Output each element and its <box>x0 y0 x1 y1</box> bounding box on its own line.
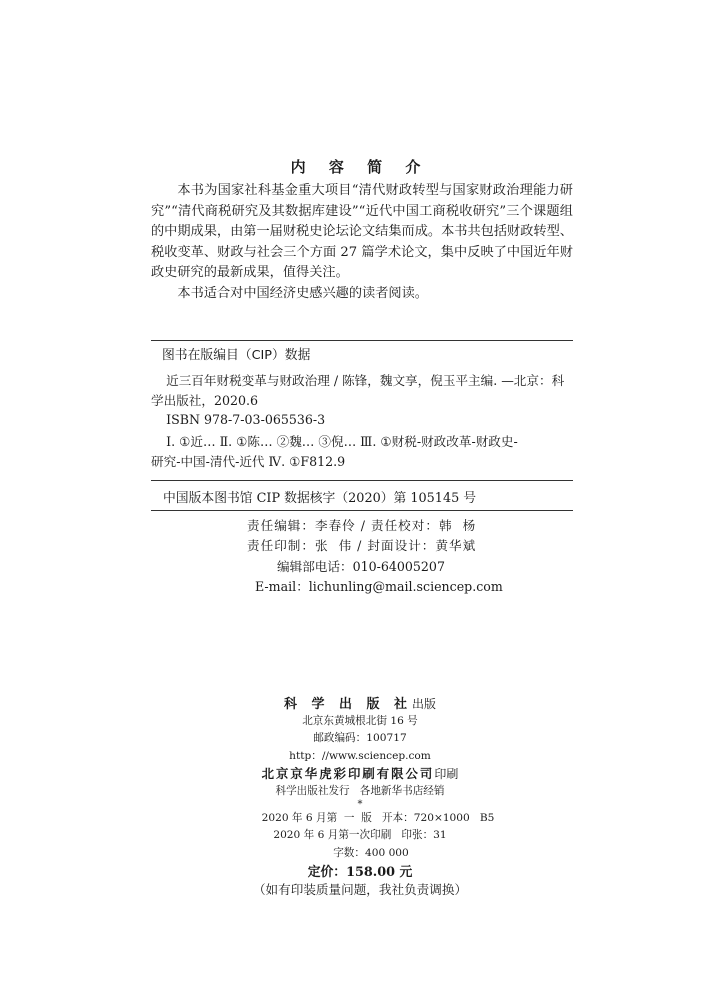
publisher-suffix: 出版 <box>412 697 437 711</box>
publisher-line <box>0 696 720 713</box>
divider <box>151 480 573 481</box>
cip-classification <box>151 432 573 471</box>
page-title: 内 容 简 介 <box>290 158 430 176</box>
cip-record-number: 中国版本图书馆 CIP 数据核字（2020）第 105145 号 <box>163 491 477 506</box>
editorial-email: E-mail：lichunling@mail.sciencep.com <box>255 579 503 595</box>
distribution-line: 科学出版社发行 各地新华书店经销 <box>275 785 445 798</box>
editor-credit-line: 责任印制：张 伟 / 封面设计：黄华斌 <box>247 538 477 554</box>
word-count: 字数：400 000 <box>333 846 409 859</box>
printing-line: 2020 年 6 月第一次印刷 印张：31 <box>273 829 447 842</box>
imprint-block <box>0 696 720 898</box>
editor-credit-line: 责任编辑：李春伶 / 责任校对：韩 杨 <box>247 518 477 533</box>
editorial-credits <box>247 516 507 598</box>
cip-heading: 图书在版编目（CIP）数据 <box>162 348 311 363</box>
publisher-address: 北京东黄城根北街 16 号 <box>302 715 418 728</box>
website: http：//www.sciencep.com <box>289 749 431 762</box>
summary-paragraph: 本书为国家社科基金重大项目“清代财政转型与国家财政治理能力研究”“清代商税研究及其数据库建设”“近代中国工商税收研究”三个课题组的中期成果，由第一届财税史论坛论文结集而成。本书共包括财政转型、税收变革、财政与社会三个方面 27 篇学术论文，集中反映了中国近年财政史研究的最新成果，值得关注。 <box>151 183 573 280</box>
separator-star: * <box>357 799 363 811</box>
summary-paragraph: 本书适合对中国经济史感兴趣的读者阅读。 <box>177 285 428 301</box>
price: 定价：158.00 元 <box>307 864 413 880</box>
editorial-phone: 编辑部电话：010-64005207 <box>277 558 445 574</box>
edition-line: 2020 年 6 月第 一 版 开本：720×1000 B5 <box>261 812 495 825</box>
summary-body <box>151 181 573 304</box>
divider <box>151 340 573 341</box>
printer-line <box>0 765 720 783</box>
isbn: ISBN 978-7-03-065536-3 <box>166 412 326 427</box>
cip-description-line: 学出版社，2020.6 <box>151 392 259 408</box>
divider <box>151 510 573 511</box>
cip-description <box>151 371 573 430</box>
publisher-name: 科 学 出 版 社 <box>283 697 413 712</box>
printer-name: 北京京华虎彩印刷有限公司 <box>261 765 435 781</box>
cip-classification-line: 研究-中国-清代-近代 Ⅳ. ①F812.9 <box>151 453 346 469</box>
quality-notice: （如有印装质量问题，我社负责调换） <box>252 882 468 898</box>
cip-description-line: 近三百年财税变革与财政治理 / 陈锋，魏文享，倪玉平主编. —北京：科 <box>166 373 565 388</box>
printer-suffix: 印刷 <box>434 766 459 781</box>
postcode: 邮政编码：100717 <box>313 732 407 745</box>
cip-classification-line: Ⅰ. ①近… Ⅱ. ①陈… ②魏… ③倪… Ⅲ. ①财税-财政改革-财政史- <box>166 434 518 449</box>
